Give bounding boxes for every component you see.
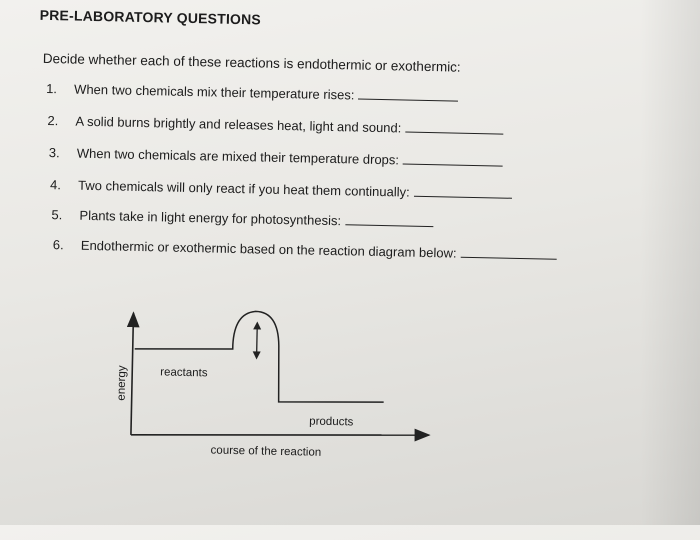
arrow-down-icon	[253, 351, 261, 359]
x-axis	[131, 429, 429, 441]
question-text: When two chemicals are mixed their temperature drops:	[76, 145, 400, 168]
question-text: Endothermic or exothermic based on the reaction diagram below:	[80, 237, 457, 261]
products-label: products	[309, 415, 354, 429]
question-number: 3.	[48, 145, 60, 161]
question-number: 2.	[47, 113, 59, 129]
y-axis-label: energy	[115, 365, 129, 401]
instructions: Decide whether each of these reactions is endothermic or exothermic:	[42, 50, 461, 75]
question-text: When two chemicals mix their temperature rises:	[73, 81, 355, 103]
energy-profile-curve	[134, 309, 386, 404]
question-number: 5.	[51, 207, 63, 223]
arrow-up-icon	[253, 321, 261, 329]
x-axis-label: course of the reaction	[210, 444, 322, 459]
question-number: 6.	[52, 237, 64, 253]
activation-arrow	[257, 325, 258, 355]
y-axis	[131, 313, 134, 435]
question-text: A solid burns brightly and releases heat, light and sound:	[75, 113, 402, 136]
reactants-label: reactants	[160, 366, 208, 380]
page-shadow	[640, 0, 700, 525]
question-text: Plants take in light energy for photosynthesis:	[79, 207, 342, 229]
page-title: PRE-LABORATORY QUESTIONS	[39, 6, 262, 28]
question-number: 1.	[45, 80, 58, 97]
question-text: Two chemicals will only react if you heat them continually:	[77, 177, 410, 200]
question-number: 4.	[49, 177, 62, 193]
